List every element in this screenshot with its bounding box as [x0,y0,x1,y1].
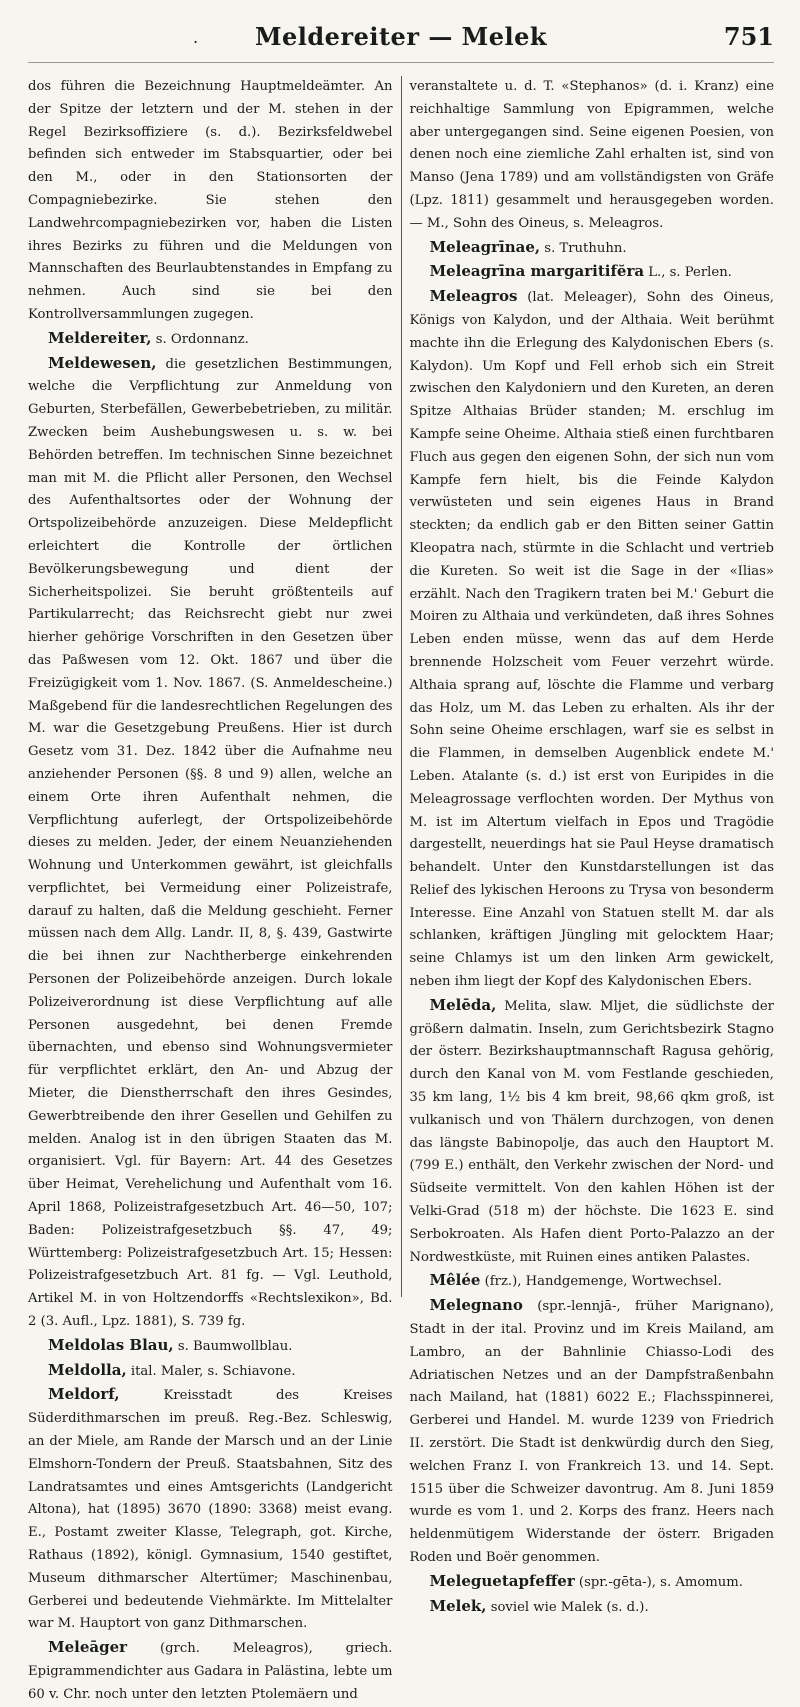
dictionary-entry [28,1359,393,1384]
entry-text: (spr.-lennjā-, früher Marignano), Stadt in der ital. Provinz und im Kreis Mailand, am Lambro, an der Bahnlinie Chiasso-Lodi des Adriatischen Netzes und an der Dampfstraßenbahn nach Mailand, hat (1881) 6022 E.; Flachsspinnerei, Gerberei und Handel. M. wurde 1239 von Friedrich II. zerstört. Die Stadt ist denkwürdig durch den Sieg, welchen Franz I. von Frankreich 13. und 14. Sept. 1515 über die Schweizer davontrug. Am 8. Juni 1859 wurde es vom 1. und 2. Korps des franz. Heers nach heldenmütigem Widerstande der österr. Brigaden Roden und Boër genommen. [409,1299,774,1565]
running-head: Meldereiter — Melek [254,21,548,51]
entry-text: die gesetzlichen Bestimmungen, welche die Verpflichtung zur Anmeldung von Geburten, Sterbefällen, Gewerbebetrieben, zu militär. Zwecken beim Aushebungswesen u. s. w. bei Behörden betreffen. Im technischen Sinne bezeichnet man mit M. die Pflicht aller Personen, den Wechsel des Aufenthaltsortes oder der Wohnung der Ortspolizeibehörde anzuzeigen. Diese Meldepflicht erleichtert die Kontrolle der örtlichen Bevölkerungsbewegung und dient der Sicherheitspolizei. Sie beruht größtenteils auf Partikularrecht; das Reichsrecht giebt nur zwei hierher gehörige Vorschriften in den Gesetzen über das Paßwesen vom 12. Okt. 1867 und über die Freizügigkeit vom 1. Nov. 1867. (S. Anmeldescheine.) Maßgebend für die landesrechtlichen Regelungen des M. war die Gesetzgebung Preußens. Hier ist durch Gesetz vom 31. Dez. 1842 über die Aufnahme neu anziehender Personen (§§. 8 und 9) allen, welche an einem Orte ihren Aufenthalt nehmen, die Verpflichtung auferlegt, der Ortspolizeibehörde dieses zu melden. Jeder, der einem Neuanziehenden Wohnung und Unterkommen gewährt, ist gleichfalls verpflichtet, bei Vermeidung einer Polizeistrafe, darauf zu halten, daß die Meldung geschieht. Ferner müssen nach dem Allg. Landr. II, 8, §. 439, Gastwirte die bei ihnen zur Nachtherberge einkehrenden Personen der Polizeibehörde anzeigen. Durch lokale Polizeiverordnung ist diese Verpflichtung auf alle Personen ausgedehnt, bei denen Fremde übernachten, und ebenso sind Wohnungsvermieter für verpflichtet erklärt, den An- und Abzug der Mieter, die Dienstherrschaft den ihres Gesindes, Gewerbtreibende den ihrer Gesellen und Gehilfen zu melden. Analog ist in den übrigen Staaten das M. organisiert. Vgl. für Bayern: Art. 44 des Gesetzes über Heimat, Verehelichung und Aufenthalt vom 16. April 1868, Polizeistrafgesetzbuch Art. 46—50, 107; Baden: Polizeistrafgesetzbuch §§. 47, 49; Württemberg: Polizeistrafgesetzbuch Art. 15; Hessen: Polizeistrafgesetzbuch Art. 81 fg. — Vgl. Leuthold, Artikel M. in von Holtzendorffs «Rechtslexikon», Bd. 2 (3. Aufl., Lpz. 1881), S. 739 fg. [28,356,393,1330]
entry-headword: Meleguetapfeffer [429,1571,575,1590]
entry-headword: Meldereiter, [48,328,152,347]
dictionary-entry [28,76,393,327]
dictionary-entry [28,327,393,352]
entry-headword: Mêlée [429,1271,481,1290]
entry-headword: Melek, [429,1596,487,1615]
entry-text: (lat. Meleager), Sohn des Oineus, Königs von Kalydon, und der Althaia. Weit berühmt machte ihn die Erlegung des Kalydonischen Ebers (s. Kalydon). Um Kopf und Fell erhob sich ein Streit zwischen den Kalydoniern und den Kureten, an deren Spitze Althaias Brüder standen; M. erschlug im Kampfe seine Oheime. Althaia stieß einen furchtbaren Fluch aus gegen den eigenen Sohn, der sich nun vom Kampfe fern hielt, bis die Feinde Kalydon verwüsteten und sein eigenes Haus in Brand steckten; da endlich gab er den Bitten seiner Gattin Kleopatra nach, stürmte in die Schlacht und vertrieb die Kureten. So weit ist die Sage in der «Ilias» erzählt. Nach den Tragikern traten bei M.' Geburt die Moiren zu Althaia und verkündeten, daß ihres Sohnes Leben enden müsse, wenn das auf dem Herde brennende Holzscheit vom Feuer verzehrt würde. Althaia sprang auf, löschte die Flamme und verbarg das Holz, um M. das Leben zu erhalten. Als ihr der Sohn seine Oheime erschlagen, warf sie es selbst in die Flammen, in demselben Augenblick endete M.' Leben. Atalante (s. d.) ist erst von Euripides in die Meleagrossage verflochten worden. Der Mythus von M. ist im Altertum vielfach in Epos und Tragödie dargestellt, neuerdings hat sie Paul Heyse dramatisch behandelt. Unter den Kunstdarstellungen ist das Relief des lykischen Heroons zu Trysa von besonderm Interesse. Eine Anzahl von Statuen stellt M. dar als schlanken, kräftigen Jüngling mit gelocktem Haar; seine Chlamys ist um den linken Arm gewickelt, neben ihm liegt der Kopf des Kalydonischen Ebers. [409,290,774,990]
dictionary-entry [410,994,775,1270]
entry-text: soviel wie Malek (s. d.). [490,1599,649,1615]
header-dot: . [193,28,199,47]
entry-headword: Meleāger [48,1638,128,1657]
entry-headword: Meldewesen, [48,353,157,372]
dictionary-entry [28,1334,393,1359]
dictionary-entry [410,260,775,285]
entry-headword: Melegnano [429,1296,523,1315]
two-column-body [28,76,774,1702]
entry-headword: Melēda, [429,995,497,1014]
dictionary-entry [410,236,775,261]
page-number: 751 [723,21,774,51]
entry-text: dos führen die Bezeichnung Hauptmeldeämter. An der Spitze der letztern und der M. stehen in der Regel Bezirksoffiziere (s. d.). Bezirksfeldwebel befinden sich entweder im Stabsquartier, oder bei den M., oder in den Stationsorten der Compagniebezirke. Sie stehen den Landwehrcompagniebezirken vor, haben die Listen ihres Bezirks zu führen und die Meldungen von Mannschaften des Beurlaubtenstandes in Empfang zu nehmen. Auch sind sie bei den Kontrollversammlungen zugegen. [28,79,393,322]
entry-text: s. Baumwollblau. [177,1338,293,1354]
entry-text: s. Truthuhn. [544,240,627,256]
entry-text: Kreisstadt des Kreises Süderdithmarschen im preuß. Reg.-Bez. Schleswig, an der Miele, am Rande der Marsch und an der Linie Elmshorn-Tondern der Preuß. Staatsbahnen, Sitz des Landratsamtes und eines Amtsgerichts (Landgericht Altona), hat (1895) 3670 (1890: 3368) meist evang. E., Postamt zweiter Klasse, Telegraph, got. Kirche, Rathaus (1892), königl. Gymnasium, 1540 gestiftet, Museum dithmarscher Altertümer; Maschinenbau, Gerberei und bedeutende Viehmärkte. Im Mittelalter war M. Hauptort von ganz Dithmarschen. [28,1388,393,1632]
dictionary-entry [410,1570,775,1595]
entry-headword: Meleagrīna margaritifĕra [429,262,645,281]
entry-headword: Meldolla, [48,1360,127,1379]
entry-text: L., s. Perlen. [648,265,732,281]
entry-text: (frz.), Handgemenge, Wortwechsel. [484,1274,722,1290]
dictionary-entry [28,352,393,1334]
entry-text: (spr.-gēta-), s. Amomum. [578,1574,743,1590]
entry-headword: Meleagros [429,287,518,306]
dictionary-entry [28,1636,393,1706]
dictionary-entry [28,1383,393,1636]
right-column [401,76,775,1615]
dictionary-entry [410,1269,775,1294]
entry-headword: Meleagrīnae, [429,237,541,256]
left-column [28,76,401,1702]
page-header [28,10,774,63]
dictionary-entry [410,1294,775,1570]
dictionary-entry [410,76,775,236]
dictionary-entry [410,1595,775,1620]
entry-text: ital. Maler, s. Schiavone. [130,1363,296,1379]
entry-text: Melita, slaw. Mljet, die südlichste der größern dalmatin. Inseln, zum Gerichtsbezirk Stagno der österr. Bezirkshauptmannschaft Ragusa gehörig, durch den Kanal von M. vom Festlande geschieden, 35 km lang, 1½ bis 4 km breit, 98,66 qkm groß, ist vulkanisch und von Thälern durchzogen, von denen das längste Babinopolje, das auch den Hauptort M. (799 E.) enthält, den Verkehr zwischen der Nord- und Südseite vermittelt. Von den kahlen Höhen ist der Velki-Grad (518 m) der höchste. Die 1623 E. sind Serbokroaten. Als Hafen dient Porto-Palazzo an der Nordwestküste, mit Ruinen eines antiken Palastes. [409,998,774,1265]
entry-headword: Meldorf, [48,1385,120,1404]
entry-text: s. Ordonnanz. [155,331,249,347]
entry-text: (grch. Meleagros), griech. Epigrammendichter aus Gadara in Palästina, lebte um 60 v. Chr. noch unter den letzten Ptolemäern und [28,1641,393,1702]
dictionary-entry [410,285,775,994]
entry-text: veranstaltete u. d. T. «Stephanos» (d. i. Kranz) eine reichhaltige Sammlung von Epigrammen, welche aber untergegangen sind. Seine eigenen Poesien, von denen noch eine ziemliche Zahl erhalten ist, sind von Manso (Jena 1789) und am vollständigsten von Gräfe (Lpz. 1811) gesammelt und herausgegeben worden. — M., Sohn des Oineus, s. Meleagros. [409,79,774,231]
entry-headword: Meldolas Blau, [48,1335,174,1354]
